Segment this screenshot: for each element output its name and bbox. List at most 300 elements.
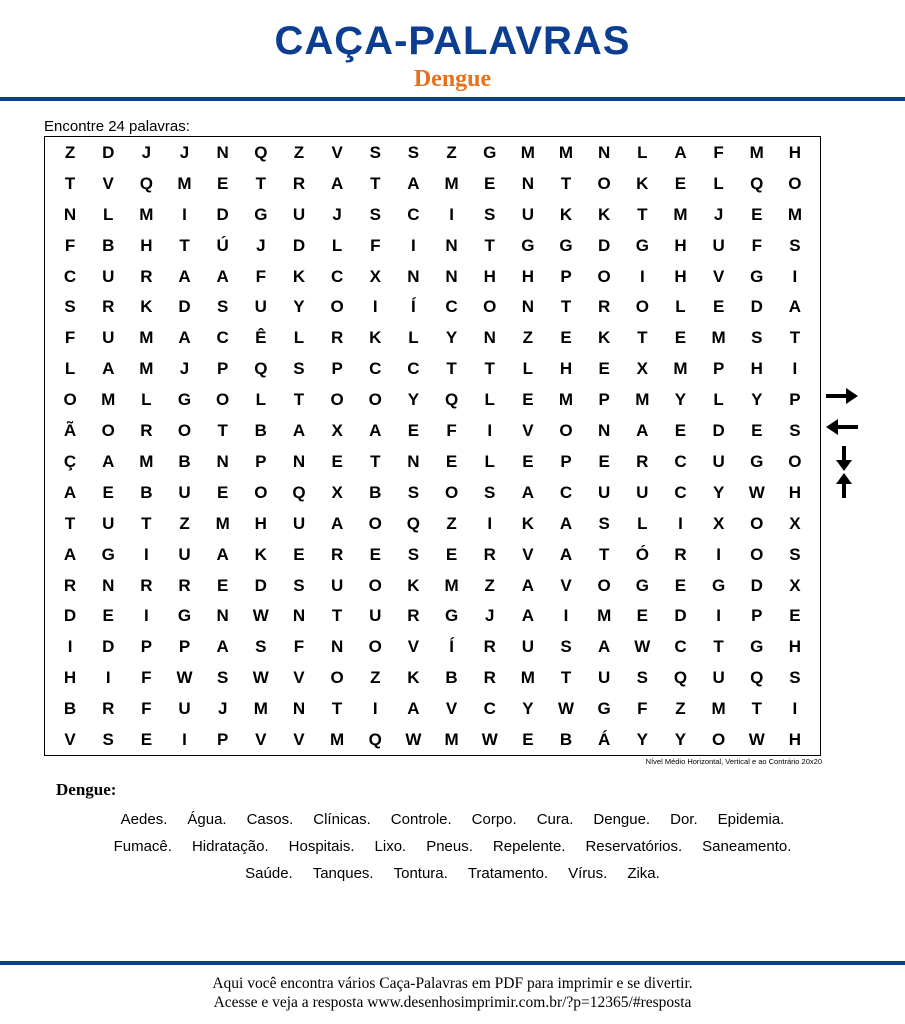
grid-cell[interactable]: A — [102, 451, 115, 471]
grid-cell[interactable]: K — [598, 204, 611, 224]
grid-cell[interactable]: J — [179, 359, 190, 379]
grid-cell[interactable]: D — [216, 204, 229, 224]
grid-cell[interactable]: K — [407, 575, 420, 595]
grid-cell[interactable]: W — [748, 482, 765, 502]
grid-cell[interactable]: A — [216, 266, 229, 286]
grid-cell[interactable]: T — [789, 328, 801, 348]
grid-cell[interactable]: O — [368, 390, 382, 410]
grid-cell[interactable]: T — [751, 699, 762, 719]
grid-cell[interactable]: S — [789, 421, 801, 441]
grid-cell[interactable]: E — [751, 204, 763, 224]
grid-cell[interactable]: P — [560, 451, 572, 471]
grid-cell[interactable]: M — [139, 451, 154, 471]
grid-cell[interactable]: W — [557, 699, 575, 719]
grid-cell[interactable]: I — [105, 668, 111, 688]
grid-cell[interactable]: I — [182, 204, 187, 224]
grid-cell[interactable]: S — [789, 235, 801, 255]
grid-cell[interactable]: A — [559, 544, 573, 564]
grid-cell[interactable]: W — [634, 637, 651, 657]
grid-cell[interactable]: M — [558, 142, 574, 162]
grid-cell[interactable]: M — [444, 730, 459, 750]
grid-cell[interactable]: C — [559, 482, 573, 502]
grid-cell[interactable]: Y — [445, 328, 458, 348]
grid-cell[interactable]: Y — [751, 390, 763, 410]
grid-cell[interactable]: Ã — [63, 421, 77, 441]
grid-cell[interactable]: U — [712, 235, 725, 255]
grid-cell[interactable]: L — [331, 235, 343, 255]
grid-cell[interactable]: N — [598, 142, 611, 162]
grid-cell[interactable]: O — [597, 575, 611, 595]
grid-cell[interactable]: I — [449, 204, 454, 224]
grid-cell[interactable]: H — [788, 730, 802, 750]
grid-cell[interactable]: H — [788, 482, 802, 502]
grid-cell[interactable]: X — [712, 513, 725, 533]
grid-cell[interactable]: Y — [712, 482, 725, 502]
grid-cell[interactable]: G — [750, 266, 764, 286]
grid-cell[interactable]: S — [598, 513, 610, 533]
grid-cell[interactable]: T — [370, 451, 381, 471]
grid-cell[interactable]: R — [292, 173, 306, 193]
grid-cell[interactable]: N — [330, 637, 344, 657]
grid-cell[interactable]: T — [598, 544, 610, 564]
grid-cell[interactable]: X — [789, 513, 801, 533]
grid-cell[interactable]: A — [521, 482, 534, 502]
grid-cell[interactable]: W — [252, 668, 269, 688]
grid-cell[interactable]: O — [597, 173, 611, 193]
grid-cell[interactable]: J — [141, 142, 152, 162]
grid-cell[interactable]: E — [560, 328, 572, 348]
grid-cell[interactable]: L — [408, 328, 419, 348]
grid-cell[interactable]: O — [177, 421, 192, 441]
grid-cell[interactable]: N — [292, 699, 306, 719]
grid-cell[interactable]: H — [788, 637, 802, 657]
grid-cell[interactable]: S — [751, 328, 763, 348]
grid-cell[interactable]: O — [63, 390, 77, 410]
grid-cell[interactable]: C — [674, 637, 687, 657]
grid-cell[interactable]: Y — [293, 297, 305, 317]
grid-cell[interactable]: M — [520, 142, 535, 162]
grid-cell[interactable]: E — [522, 451, 534, 471]
grid-cell[interactable]: E — [484, 173, 496, 193]
grid-cell[interactable]: S — [484, 482, 496, 502]
grid-cell[interactable]: H — [674, 235, 687, 255]
grid-cell[interactable]: O — [597, 266, 611, 286]
grid-cell[interactable]: R — [102, 699, 115, 719]
grid-cell[interactable]: Y — [674, 390, 687, 410]
grid-cell[interactable]: Á — [598, 730, 611, 750]
grid-cell[interactable]: N — [483, 328, 496, 348]
grid-cell[interactable]: F — [255, 266, 267, 286]
grid-cell[interactable]: C — [483, 699, 496, 719]
grid-cell[interactable]: A — [330, 173, 344, 193]
grid-cell[interactable]: B — [102, 235, 115, 255]
grid-cell[interactable]: H — [788, 142, 802, 162]
grid-cell[interactable]: T — [560, 668, 572, 688]
grid-cell[interactable]: T — [64, 173, 76, 193]
grid-cell[interactable]: F — [64, 328, 76, 348]
grid-cell[interactable]: Y — [636, 730, 648, 750]
grid-cell[interactable]: U — [102, 266, 115, 286]
grid-cell[interactable]: U — [102, 513, 115, 533]
grid-cell[interactable]: F — [64, 235, 76, 255]
grid-cell[interactable]: C — [674, 451, 687, 471]
grid-cell[interactable]: T — [484, 359, 495, 379]
grid-cell[interactable]: R — [178, 575, 191, 595]
grid-cell[interactable]: M — [673, 359, 688, 379]
grid-cell[interactable]: U — [521, 637, 534, 657]
grid-cell[interactable]: U — [178, 699, 191, 719]
grid-cell[interactable]: S — [369, 204, 381, 224]
grid-cell[interactable]: O — [368, 575, 382, 595]
grid-cell[interactable]: E — [293, 544, 305, 564]
grid-cell[interactable]: S — [484, 204, 496, 224]
grid-cell[interactable]: M — [787, 204, 802, 224]
grid-cell[interactable]: N — [521, 297, 534, 317]
grid-cell[interactable]: M — [444, 173, 459, 193]
grid-cell[interactable]: I — [639, 266, 645, 286]
grid-cell[interactable]: M — [749, 142, 764, 162]
grid-cell[interactable]: M — [520, 668, 535, 688]
grid-cell[interactable]: I — [792, 266, 798, 286]
grid-cell[interactable]: T — [255, 173, 267, 193]
grid-cell[interactable]: E — [102, 482, 114, 502]
grid-cell[interactable]: X — [331, 421, 343, 441]
grid-cell[interactable]: M — [177, 173, 192, 193]
grid-cell[interactable]: M — [139, 328, 154, 348]
grid-cell[interactable]: O — [559, 421, 573, 441]
grid-cell[interactable]: N — [216, 142, 229, 162]
grid-cell[interactable]: Q — [406, 513, 421, 533]
grid-cell[interactable]: D — [674, 606, 687, 626]
grid-cell[interactable]: R — [102, 297, 115, 317]
grid-cell[interactable]: W — [405, 730, 422, 750]
grid-cell[interactable]: G — [635, 235, 649, 255]
grid-cell[interactable]: F — [446, 421, 457, 441]
grid-cell[interactable]: K — [636, 173, 649, 193]
grid-cell[interactable]: B — [63, 699, 77, 719]
grid-cell[interactable]: W — [252, 606, 269, 626]
grid-cell[interactable]: W — [481, 730, 498, 750]
grid-cell[interactable]: T — [560, 173, 572, 193]
grid-cell[interactable]: M — [101, 390, 116, 410]
grid-cell[interactable]: M — [635, 390, 650, 410]
grid-cell[interactable]: Z — [675, 699, 686, 719]
grid-cell[interactable]: R — [636, 451, 649, 471]
grid-cell[interactable]: C — [330, 266, 344, 286]
grid-cell[interactable]: L — [64, 359, 76, 379]
grid-cell[interactable]: O — [788, 173, 802, 193]
grid-cell[interactable]: O — [330, 668, 344, 688]
grid-cell[interactable]: Q — [254, 359, 268, 379]
grid-cell[interactable]: A — [63, 482, 77, 502]
grid-cell[interactable]: S — [789, 544, 801, 564]
grid-cell[interactable]: O — [368, 637, 382, 657]
grid-cell[interactable]: C — [407, 359, 420, 379]
grid-cell[interactable]: P — [598, 390, 610, 410]
grid-cell[interactable]: T — [560, 297, 572, 317]
grid-cell[interactable]: C — [674, 482, 687, 502]
grid-cell[interactable]: G — [483, 142, 497, 162]
grid-cell[interactable]: R — [598, 297, 611, 317]
grid-cell[interactable]: M — [558, 390, 574, 410]
grid-cell[interactable]: C — [63, 266, 77, 286]
grid-cell[interactable]: F — [370, 235, 381, 255]
grid-cell[interactable]: P — [712, 359, 725, 379]
grid-cell[interactable]: H — [483, 266, 496, 286]
grid-cell[interactable]: K — [254, 544, 267, 564]
grid-cell[interactable]: U — [636, 482, 649, 502]
grid-cell[interactable]: O — [101, 421, 115, 441]
grid-cell[interactable]: U — [598, 668, 611, 688]
grid-cell[interactable]: S — [407, 142, 420, 162]
grid-cell[interactable]: A — [330, 513, 344, 533]
grid-cell[interactable]: Q — [254, 142, 268, 162]
grid-cell[interactable]: Z — [179, 513, 190, 533]
grid-cell[interactable]: P — [178, 637, 191, 657]
grid-cell[interactable]: Y — [674, 730, 687, 750]
grid-cell[interactable]: U — [178, 482, 191, 502]
grid-cell[interactable]: K — [369, 328, 382, 348]
grid-cell[interactable]: G — [559, 235, 573, 255]
grid-cell[interactable]: S — [255, 637, 267, 657]
grid-cell[interactable]: T — [293, 390, 305, 410]
grid-cell[interactable]: L — [637, 142, 648, 162]
grid-cell[interactable]: K — [140, 297, 153, 317]
grid-cell[interactable]: Z — [64, 142, 76, 162]
grid-cell[interactable]: E — [674, 575, 687, 595]
grid-cell[interactable]: V — [445, 699, 458, 719]
grid-cell[interactable]: H — [674, 266, 687, 286]
grid-cell[interactable]: I — [144, 544, 149, 564]
grid-cell[interactable]: A — [521, 606, 534, 626]
grid-cell[interactable]: T — [331, 606, 343, 626]
grid-cell[interactable]: A — [407, 699, 420, 719]
grid-cell[interactable]: F — [141, 699, 152, 719]
grid-cell[interactable]: E — [445, 544, 458, 564]
grid-cell[interactable]: Í — [411, 297, 416, 317]
grid-cell[interactable]: Z — [446, 142, 457, 162]
grid-cell[interactable]: K — [559, 204, 573, 224]
grid-cell[interactable]: W — [176, 668, 193, 688]
grid-cell[interactable]: M — [330, 730, 345, 750]
grid-cell[interactable]: L — [637, 513, 648, 533]
grid-cell[interactable]: T — [141, 513, 152, 533]
grid-cell[interactable]: R — [483, 637, 496, 657]
grid-cell[interactable]: B — [254, 421, 267, 441]
grid-cell[interactable]: S — [217, 668, 229, 688]
grid-cell[interactable]: S — [560, 637, 572, 657]
grid-cell[interactable]: S — [407, 482, 420, 502]
grid-cell[interactable]: V — [522, 421, 534, 441]
grid-cell[interactable]: O — [330, 297, 344, 317]
grid-cell[interactable]: I — [67, 637, 73, 657]
grid-cell[interactable]: X — [331, 482, 343, 502]
grid-cell[interactable]: E — [522, 730, 534, 750]
grid-cell[interactable]: I — [792, 699, 798, 719]
grid-cell[interactable]: D — [63, 606, 77, 626]
grid-cell[interactable]: E — [217, 575, 229, 595]
grid-cell[interactable]: R — [674, 544, 687, 564]
grid-cell[interactable]: G — [254, 204, 268, 224]
grid-cell[interactable]: U — [178, 544, 191, 564]
grid-cell[interactable]: Z — [484, 575, 495, 595]
grid-cell[interactable]: E — [598, 359, 610, 379]
grid-cell[interactable]: N — [292, 451, 306, 471]
grid-cell[interactable]: I — [144, 606, 149, 626]
grid-cell[interactable]: D — [712, 421, 725, 441]
grid-cell[interactable]: V — [407, 637, 420, 657]
grid-cell[interactable]: T — [446, 359, 457, 379]
grid-cell[interactable]: I — [372, 699, 378, 719]
grid-cell[interactable]: S — [217, 297, 229, 317]
grid-cell[interactable]: G — [177, 606, 192, 626]
grid-cell[interactable]: E — [331, 451, 343, 471]
grid-cell[interactable]: S — [293, 575, 305, 595]
grid-cell[interactable]: B — [140, 482, 153, 502]
grid-cell[interactable]: Ú — [216, 235, 229, 255]
grid-cell[interactable]: K — [407, 668, 420, 688]
grid-cell[interactable]: A — [788, 297, 802, 317]
grid-cell[interactable]: O — [750, 544, 764, 564]
grid-cell[interactable]: A — [407, 173, 420, 193]
grid-cell[interactable]: B — [369, 482, 382, 502]
grid-cell[interactable]: Q — [292, 482, 306, 502]
grid-cell[interactable]: I — [411, 235, 416, 255]
grid-cell[interactable]: R — [140, 421, 153, 441]
grid-cell[interactable]: N — [63, 204, 77, 224]
grid-cell[interactable]: S — [789, 668, 801, 688]
grid-cell[interactable]: A — [102, 359, 115, 379]
grid-cell[interactable]: C — [445, 297, 458, 317]
grid-cell[interactable]: R — [407, 606, 420, 626]
grid-cell[interactable]: Z — [446, 513, 457, 533]
grid-cell[interactable]: E — [445, 451, 458, 471]
grid-cell[interactable]: F — [637, 699, 648, 719]
grid-cell[interactable]: G — [750, 451, 764, 471]
grid-cell[interactable]: V — [560, 575, 572, 595]
grid-cell[interactable]: H — [140, 235, 153, 255]
grid-cell[interactable]: A — [216, 637, 229, 657]
grid-cell[interactable]: G — [712, 575, 726, 595]
grid-cell[interactable]: R — [330, 328, 344, 348]
grid-cell[interactable]: M — [253, 699, 268, 719]
grid-cell[interactable]: N — [445, 266, 458, 286]
grid-cell[interactable]: C — [407, 204, 420, 224]
grid-cell[interactable]: A — [216, 544, 229, 564]
grid-cell[interactable]: M — [444, 575, 459, 595]
grid-cell[interactable]: F — [141, 668, 152, 688]
grid-cell[interactable]: Y — [407, 390, 420, 410]
grid-cell[interactable]: T — [179, 235, 190, 255]
grid-cell[interactable]: M — [215, 513, 230, 533]
grid-cell[interactable]: I — [487, 513, 493, 533]
grid-cell[interactable]: A — [674, 142, 687, 162]
grid-cell[interactable]: C — [369, 359, 382, 379]
grid-cell[interactable]: I — [487, 421, 493, 441]
grid-cell[interactable]: H — [559, 359, 573, 379]
grid-cell[interactable]: V — [712, 266, 725, 286]
grid-cell[interactable]: T — [484, 235, 495, 255]
grid-cell[interactable]: A — [369, 421, 382, 441]
grid-cell[interactable]: L — [522, 359, 534, 379]
grid-cell[interactable]: A — [178, 266, 191, 286]
grid-cell[interactable]: O — [788, 451, 802, 471]
grid-cell[interactable]: T — [370, 173, 381, 193]
grid-cell[interactable]: O — [254, 482, 268, 502]
grid-cell[interactable]: Q — [444, 390, 459, 410]
grid-cell[interactable]: O — [750, 513, 764, 533]
grid-cell[interactable]: E — [712, 297, 725, 317]
grid-cell[interactable]: S — [636, 668, 648, 688]
grid-cell[interactable]: U — [102, 328, 115, 348]
grid-cell[interactable]: D — [102, 142, 115, 162]
grid-cell[interactable]: F — [713, 142, 724, 162]
grid-cell[interactable]: E — [102, 606, 114, 626]
grid-cell[interactable]: R — [330, 544, 344, 564]
grid-cell[interactable]: E — [598, 451, 610, 471]
grid-cell[interactable]: I — [678, 513, 683, 533]
grid-cell[interactable]: G — [101, 544, 115, 564]
grid-cell[interactable]: R — [140, 575, 153, 595]
grid-cell[interactable]: O — [368, 513, 382, 533]
grid-cell[interactable]: D — [254, 575, 267, 595]
grid-cell[interactable]: E — [140, 730, 153, 750]
grid-cell[interactable]: M — [711, 328, 726, 348]
grid-cell[interactable]: B — [559, 730, 573, 750]
grid-cell[interactable]: Q — [368, 730, 382, 750]
grid-cell[interactable]: M — [673, 204, 688, 224]
grid-cell[interactable]: Z — [370, 668, 381, 688]
grid-cell[interactable]: V — [293, 730, 305, 750]
grid-cell[interactable]: L — [484, 451, 495, 471]
grid-cell[interactable]: Ê — [255, 328, 267, 348]
grid-cell[interactable]: I — [563, 606, 569, 626]
grid-cell[interactable]: T — [217, 421, 228, 441]
grid-cell[interactable]: P — [217, 359, 229, 379]
grid-cell[interactable]: T — [637, 204, 648, 224]
grid-cell[interactable]: D — [598, 235, 611, 255]
grid-cell[interactable]: Q — [139, 173, 153, 193]
grid-cell[interactable]: P — [217, 730, 229, 750]
grid-cell[interactable]: G — [635, 575, 649, 595]
grid-cell[interactable]: A — [178, 328, 191, 348]
grid-cell[interactable]: T — [64, 513, 76, 533]
grid-cell[interactable]: V — [293, 668, 305, 688]
grid-cell[interactable]: S — [64, 297, 76, 317]
grid-cell[interactable]: N — [407, 451, 420, 471]
grid-cell[interactable]: N — [445, 235, 458, 255]
grid-cell[interactable]: N — [521, 173, 534, 193]
grid-cell[interactable]: K — [292, 266, 306, 286]
grid-cell[interactable]: L — [293, 328, 305, 348]
grid-cell[interactable]: E — [217, 173, 229, 193]
grid-cell[interactable]: Ó — [635, 544, 649, 564]
grid-cell[interactable]: T — [713, 637, 724, 657]
grid-cell[interactable]: E — [369, 544, 381, 564]
grid-cell[interactable]: N — [407, 266, 420, 286]
grid-cell[interactable]: P — [140, 637, 153, 657]
grid-cell[interactable]: A — [63, 544, 77, 564]
grid-cell[interactable]: U — [521, 204, 534, 224]
grid-cell[interactable]: Q — [673, 668, 688, 688]
grid-cell[interactable]: G — [597, 699, 611, 719]
grid-cell[interactable]: L — [255, 390, 267, 410]
grid-cell[interactable]: P — [331, 359, 343, 379]
grid-cell[interactable]: V — [102, 173, 114, 193]
grid-cell[interactable]: N — [216, 606, 229, 626]
grid-cell[interactable]: S — [293, 359, 305, 379]
grid-cell[interactable]: O — [483, 297, 497, 317]
